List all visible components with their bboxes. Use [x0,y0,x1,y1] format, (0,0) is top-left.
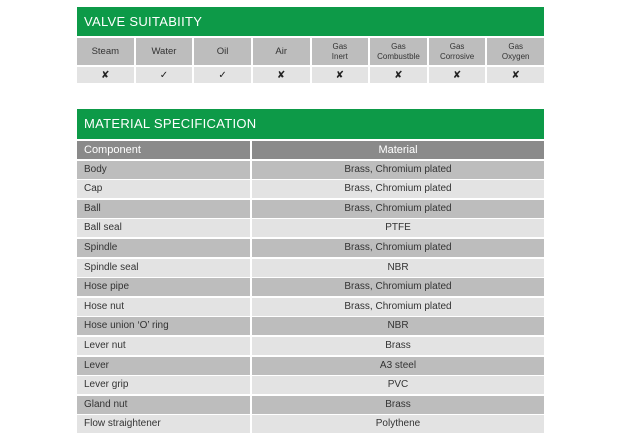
component-cell: Lever nut [77,337,250,355]
suitability-header-line: Water [151,45,177,57]
suitability-header [77,38,134,65]
suitability-header-line: Gas [391,41,406,51]
material-cell: Brass, Chromium plated [252,161,544,179]
table-row [77,278,544,296]
suitability-header-line: Gas [332,41,348,51]
component-cell: Ball [77,200,250,218]
suitability-value: ✓ [136,67,193,83]
material-cell: PVC [252,376,544,394]
material-cell: Brass [252,337,544,355]
table-row [77,317,544,335]
table-row [77,298,544,316]
material-cell: PTFE [252,219,544,237]
material-header: Material [252,141,544,159]
valve-suitability-grid [77,38,544,83]
suitability-value: ✓ [194,67,251,83]
valve-suitability-section [77,7,544,83]
suitability-header-line: Combustble [377,51,420,61]
table-row [77,200,544,218]
suitability-header-line: Inert [331,51,348,61]
suitability-value: ✘ [487,67,544,83]
material-table-header [77,141,544,159]
suitability-value: ✘ [253,67,310,83]
material-table [77,141,544,433]
component-cell: Body [77,161,250,179]
suitability-header-line: Steam [91,45,120,57]
component-cell: Spindle seal [77,259,250,277]
material-cell: Brass, Chromium plated [252,180,544,198]
suitability-header [429,38,486,65]
table-row [77,376,544,394]
component-cell: Spindle [77,239,250,257]
suitability-header [370,38,427,65]
suitability-header-line: Gas [508,41,524,51]
table-row [77,239,544,257]
table-row [77,396,544,414]
material-cell: A3 steel [252,357,544,375]
valve-suitability-title: VALVE SUITABIITY [77,7,544,36]
material-specification-title: MATERIAL SPECIFICATION [77,109,544,139]
component-cell: Flow straightener [77,415,250,433]
component-cell: Hose pipe [77,278,250,296]
component-cell: Gland nut [77,396,250,414]
suitability-header-line: Corrosive [439,51,475,61]
suitability-value: ✘ [370,67,427,83]
suitability-value: ✘ [77,67,134,83]
component-cell: Cap [77,180,250,198]
component-cell: Hose nut [77,298,250,316]
suitability-value: ✘ [429,67,486,83]
material-cell: Polythene [252,415,544,433]
component-cell: Lever grip [77,376,250,394]
suitability-header-line: Oil [216,45,229,57]
suitability-header-line: Oxygen [501,51,530,61]
suitability-header [253,38,310,65]
material-cell: Brass, Chromium plated [252,298,544,316]
table-row [77,337,544,355]
material-cell: Brass, Chromium plated [252,239,544,257]
component-header: Component [77,141,250,159]
suitability-header [194,38,251,65]
suitability-header-line: Gas [449,41,465,51]
table-row [77,180,544,198]
material-specification-section [77,109,544,433]
table-row [77,219,544,237]
material-cell: NBR [252,259,544,277]
material-cell: Brass [252,396,544,414]
table-row [77,161,544,179]
component-cell: Hose union ‘O’ ring [77,317,250,335]
suitability-header-line: Air [275,45,287,57]
table-row [77,357,544,375]
suitability-header [487,38,544,65]
suitability-header [136,38,193,65]
suitability-value: ✘ [312,67,369,83]
component-cell: Ball seal [77,219,250,237]
material-cell: Brass, Chromium plated [252,278,544,296]
material-cell: Brass, Chromium plated [252,200,544,218]
material-cell: NBR [252,317,544,335]
suitability-header [312,38,369,65]
component-cell: Lever [77,357,250,375]
table-row [77,259,544,277]
table-row [77,415,544,433]
